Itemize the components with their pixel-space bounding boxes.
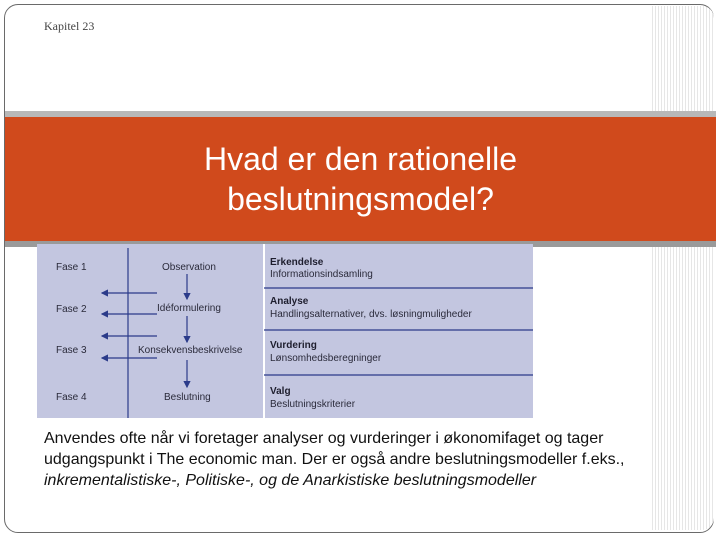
phase-label-3: Fase 3 — [56, 345, 87, 356]
chapter-label: Kapitel 23 — [44, 19, 95, 33]
decision-model-diagram — [37, 244, 533, 418]
step-ideformulering: Idéformulering — [157, 303, 221, 314]
title-line-2: beslutningsmodel? — [227, 181, 494, 217]
step-beslutning: Beslutning — [164, 392, 211, 403]
slide-title — [5, 117, 716, 241]
phase-label-1: Fase 1 — [56, 262, 87, 273]
phase-label-2: Fase 2 — [56, 304, 87, 315]
stage-heading-3: Vurdering — [270, 340, 317, 351]
body-line-3: inkrementalistiske-, Politiske-, og de Anarkistiske beslutningsmodeller — [44, 472, 537, 489]
body-line-2: udgangspunkt i The economic man. Der er også andre beslutningsmodeller f.eks., — [44, 451, 625, 468]
stage-heading-4: Valg — [270, 386, 291, 397]
stage-detail-2: Handlingsalternativer, dvs. løsningmuligheder — [270, 309, 472, 320]
phase-label-4: Fase 4 — [56, 392, 87, 403]
body-paragraph — [44, 428, 704, 491]
stage-heading-1: Erkendelse — [270, 257, 324, 268]
stage-detail-4: Beslutningskriterier — [270, 399, 356, 410]
title-line-1: Hvad er den rationelle — [203, 141, 518, 177]
stage-detail-3: Lønsomhedsberegninger — [270, 353, 382, 364]
stage-heading-2: Analyse — [270, 296, 309, 307]
body-line-1: Anvendes ofte når vi foretager analyser og vurderinger i økonomifaget og tager — [44, 430, 604, 447]
step-observation: Observation — [162, 262, 216, 273]
stage-detail-1: Informationsindsamling — [270, 269, 373, 280]
step-konsekvensbeskrivelse: Konsekvensbeskrivelse — [138, 345, 243, 356]
